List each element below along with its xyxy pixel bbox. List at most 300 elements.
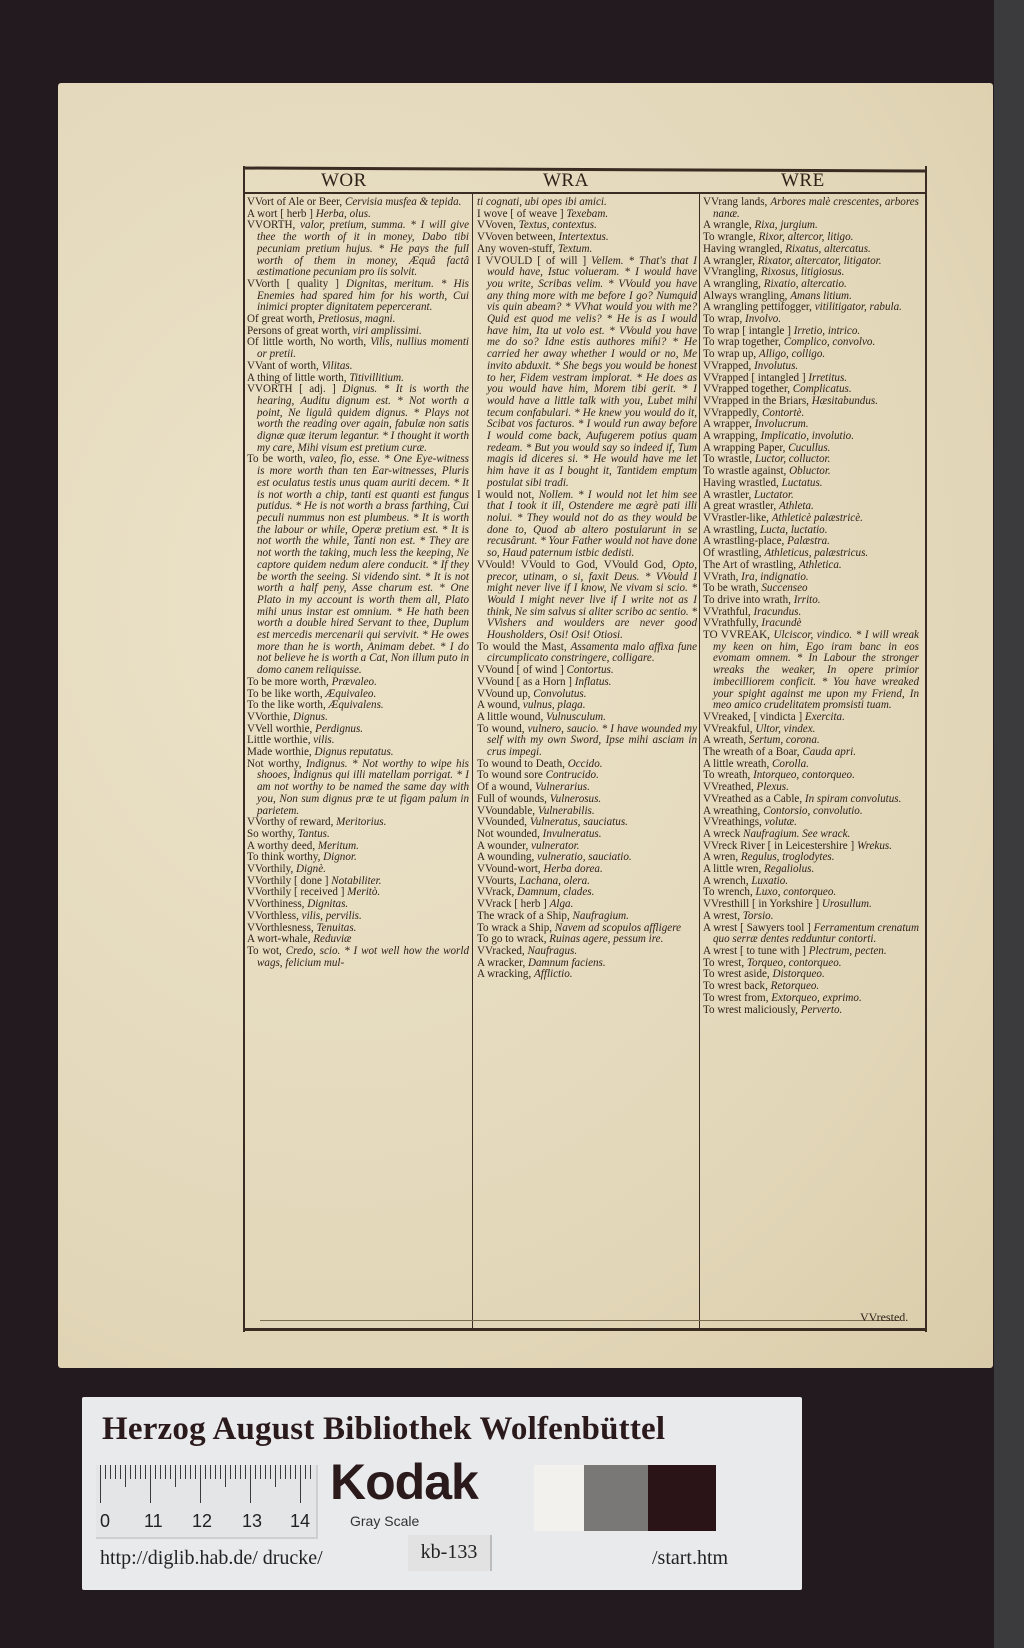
- entry-headword: A little wound,: [477, 710, 547, 723]
- entry-latin: Titivillitium.: [349, 371, 404, 384]
- entry-headword: VVracked,: [477, 945, 528, 957]
- entry-latin: Regulus, troglodytes.: [740, 851, 835, 864]
- entry-headword: To wrest maliciously,: [703, 1003, 801, 1016]
- entry-latin: Indignus. * Not worthy to wipe his shooes, Indignus qui illi matellam porrigat. * I am not worthy to be named the same day with you, Non sum dignus præ te ut figam palum in parietem.: [257, 757, 469, 817]
- entry-latin: Credo, scio. * I wot well how the world wags, felicium mul-: [257, 945, 469, 969]
- entry-headword: To wrest from,: [703, 991, 772, 1004]
- entry-latin: valor, pretium, summa. * I will give thee the worth of it in money, Dabo tibi pecuniam pretium hujus. * He pays the full worth of them in money, Æquâ factâ æstimatione pecuniam pro iis solvit.: [257, 219, 469, 279]
- ruler-tick: [190, 1465, 191, 1479]
- entry-latin: Meritò.: [347, 886, 381, 899]
- entry-latin: Iracundè: [761, 617, 802, 630]
- entry-latin: Contorsio, convolutio.: [763, 804, 863, 817]
- dictionary-entry: [477, 490, 697, 560]
- ruler-number: 11: [144, 1511, 163, 1531]
- entry-latin: Sertum, corona.: [748, 734, 820, 747]
- entry-headword: Little worthie,: [247, 734, 314, 747]
- ruler-tick: [105, 1465, 106, 1479]
- entry-latin: Athleticus, palæstricus.: [764, 547, 869, 560]
- entry-latin: Complicatus.: [792, 383, 852, 396]
- entry-headword: A wracker,: [477, 956, 528, 969]
- entry-latin: Succenseo: [761, 582, 808, 595]
- entry-latin: Herba, olus.: [315, 207, 371, 220]
- entry-latin: Convolutus.: [533, 687, 587, 700]
- dictionary-entry: [477, 256, 697, 490]
- entry-latin: Exercita.: [804, 710, 845, 723]
- ruler-tick: [255, 1465, 256, 1479]
- ruler-number: 13: [242, 1511, 263, 1531]
- entry-headword: VVort of Ale or Beer,: [247, 197, 345, 208]
- ruler-tick: [155, 1465, 156, 1479]
- entry-headword: To wound,: [477, 722, 528, 735]
- ruler-tick: [110, 1465, 111, 1479]
- entry-latin: Naufragus.: [527, 945, 578, 957]
- header-center: WRA: [543, 170, 589, 191]
- entry-latin: Herba dorea.: [543, 863, 603, 876]
- entry-headword: VVrapped,: [703, 359, 755, 372]
- entry-headword: A wreck: [703, 827, 744, 840]
- entry-latin: vulnus, plaga.: [522, 699, 586, 712]
- entry-latin: Luxo, contorqueo.: [755, 886, 837, 899]
- entry-latin: Naufragium. See wrack.: [743, 827, 851, 840]
- entry-headword: A wreath,: [703, 734, 749, 747]
- entry-headword: A wrangling pettifogger,: [703, 301, 815, 314]
- gray-patch-white: [534, 1465, 584, 1531]
- header-left: WOR: [321, 170, 367, 191]
- entry-headword: VVorthy of reward,: [247, 816, 337, 829]
- entry-latin: Wrekus.: [856, 839, 892, 852]
- ruler-tick: [175, 1465, 176, 1487]
- entry-latin: Rixatus, altercatus.: [785, 242, 871, 255]
- entry-headword: VVoven,: [477, 219, 519, 232]
- ruler-tick: [140, 1465, 141, 1479]
- entry-latin: Luctatus.: [781, 476, 823, 489]
- header-right: WRE: [781, 170, 825, 191]
- dictionary-entry: [703, 197, 919, 220]
- entry-latin: Dignus.: [293, 710, 328, 723]
- entry-latin: Dignitas.: [307, 898, 349, 911]
- entry-latin: Ruinas agere, pessum ire.: [549, 933, 664, 946]
- entry-headword: VVound-wort,: [477, 863, 544, 876]
- entry-headword: A wrest [ to tune with ]: [703, 945, 809, 957]
- entry-headword: To wrangle,: [703, 231, 759, 244]
- entry-headword: A wrench,: [703, 874, 752, 887]
- entry-headword: VVound [ of wind ]: [477, 664, 567, 677]
- entry-headword: VVorthily,: [247, 863, 296, 876]
- entry-latin: Reduviæ: [313, 933, 352, 946]
- entry-headword: A wren,: [703, 851, 741, 864]
- ruler-tick: [200, 1465, 201, 1503]
- entry-headword: A wracking,: [477, 968, 534, 981]
- ruler-tick: [160, 1465, 161, 1479]
- entry-headword: A wrest [ Sawyers tool ]: [703, 921, 814, 934]
- dictionary-entry: [247, 279, 469, 314]
- entry-latin: Navem ad scopulos affligere: [554, 921, 682, 934]
- entry-headword: A wort-whale,: [247, 933, 314, 946]
- entry-headword: A wrapping,: [703, 430, 761, 443]
- dictionary-entry: [247, 946, 469, 969]
- entry-latin: Implicatio, involutio.: [760, 430, 854, 443]
- entry-headword: To the like worth,: [247, 699, 329, 712]
- entry-latin: Athletica.: [798, 558, 842, 571]
- entry-latin: valeo, fio, esse. * One Eye-witness is more worth than ten Ear-witnesses, Pluris est oculatus testis unus quam auriti decem. * It is not worth a chip, tanti est quanti est fungus putidus. * He is not worth a brass farthing, Cui peculi nummus non est plumbeus. * It is worth the labour or while, Operæ pretium est. * It is not worth the while, Tanti non est. * They are not worth the taking, much less the keeping, Ne captore quidem nedum alere conducit. * If they be worth the seeing. Si videndo sint. * It is not worth a half peny, Asse charum est. * One Plato in my account is worth them all, Plato mihi unus instar est omnium. * He hath been worth a double hired Servant to thee, Duplum est mercedis mercenarii qui servivit. * He owes more than he is worth, Animam debet. * I do not believe he is worth a Cat, Non illum puto in domo canem reliquisse.: [257, 453, 469, 677]
- ruler-tick: [235, 1465, 236, 1479]
- ruler-tick: [150, 1465, 151, 1503]
- entry-latin: Cauda apri.: [802, 746, 856, 759]
- dictionary-entry: [477, 560, 697, 642]
- entry-latin: Lucta, luctatio.: [760, 523, 828, 536]
- entry-headword: VVreakful,: [703, 722, 756, 735]
- entry-headword: VVant of worth,: [247, 359, 322, 372]
- ruler-tick: [265, 1465, 266, 1479]
- entry-latin: Retorqueo.: [770, 980, 820, 993]
- entry-latin: Opto, precor, utinam, o si, faxit Deus. * VVould I might never live if I know, Ne vivam si scio. * Would I might never live if I write not as I think, Ne sim salvus si aliter scribo ac sentio. * VVishers and woulders are never good Housholders, Osi! Osi! Otiosi.: [487, 558, 697, 642]
- entry-headword: Of little worth, No worth,: [247, 336, 371, 349]
- entry-latin: Contortè.: [762, 406, 805, 419]
- entry-latin: Rixatio, altercatio.: [763, 277, 847, 290]
- entry-latin: vulnero, saucio. * I have wounded my self with my own Sword, Ipse mihi asciam in crus impegi.: [487, 722, 697, 759]
- entry-latin: Nollem. * I would not let him see that I took it ill, Ostendere me ægrè pati illi nolui. * They would not do as they would be done to, Quod ab altero postularunt in se recusârunt. * Your Father would not have done so, Haud paternum istbic dedisti.: [487, 488, 697, 560]
- entry-latin: Vulnerarius.: [534, 781, 590, 794]
- ruler-tick: [295, 1465, 296, 1479]
- entry-latin: Torsio.: [742, 909, 774, 922]
- entry-latin: Athleta.: [778, 500, 814, 513]
- entry-headword: VVell worthie,: [247, 722, 316, 735]
- dictionary-entry: [703, 923, 919, 946]
- entry-latin: Plectrum, pecten.: [808, 945, 887, 957]
- entry-latin: Assamenta malo affixa fune circumplicato constringere, colligare.: [487, 640, 697, 665]
- entry-latin: Plexus.: [756, 781, 789, 794]
- entry-latin: Luctator.: [754, 488, 794, 501]
- entry-headword: VVrack,: [477, 886, 517, 899]
- entry-latin: Arbores malè crescentes, arbores nanæ.: [713, 197, 919, 220]
- entry-headword: A wrapper,: [703, 418, 755, 431]
- entry-headword: A wrastling-place,: [703, 535, 788, 548]
- ruler-number: 0: [100, 1511, 111, 1531]
- gray-patch-mid: [584, 1465, 648, 1531]
- ruler-tick: [170, 1465, 171, 1479]
- entry-latin: Iracundus.: [753, 605, 802, 618]
- entry-latin: Contortus.: [566, 664, 614, 677]
- entry-latin: Extorqueo, exprimo.: [771, 991, 862, 1004]
- entry-headword: VVORTH,: [247, 219, 301, 232]
- bottom-rule: [243, 1328, 925, 1331]
- entry-headword: To wrench,: [703, 886, 756, 899]
- background-edge: [994, 0, 1024, 1648]
- entry-latin: Involutus.: [754, 359, 799, 372]
- entry-latin: Palæstra.: [787, 535, 830, 548]
- entry-latin: Vulnusculum.: [546, 710, 606, 723]
- entry-latin: Corolla.: [772, 757, 809, 770]
- entry-latin: Dignus. * It is worth the hearing, Auditu dignum est. * Not worth a point, Ne ligulâ quidem dignus. * Plays not worth the reading over again, fabulæ non satis dignæ quæ iterum legantur. * I thought it worth my care, Mihi visum est pretium curæ.: [257, 383, 469, 454]
- entry-headword: To wrastle,: [703, 453, 755, 466]
- entry-latin: Tenuitas.: [316, 921, 357, 934]
- entry-latin: Irrito.: [793, 593, 821, 606]
- entry-latin: Cucullus.: [788, 441, 831, 454]
- entry-latin: Rixosus, litigiosus.: [760, 266, 845, 279]
- entry-latin: Rixator, altercator, litigator.: [757, 254, 882, 267]
- entry-headword: VVreathed as a Cable,: [703, 792, 805, 805]
- entry-headword: VVreck River [ in Leicestershire ]: [703, 839, 857, 852]
- entry-latin: Torqueo, contorqueo.: [746, 956, 842, 969]
- entry-latin: Obluctor.: [789, 465, 831, 478]
- entry-headword: A wrastling,: [703, 523, 761, 536]
- entry-headword: A little wren,: [703, 863, 765, 876]
- entry-latin: Cervisia musfea & tepida.: [344, 197, 462, 208]
- entry-latin: In spiram convolutus.: [804, 792, 902, 805]
- entry-latin: Texebam.: [566, 207, 609, 220]
- dictionary-entry: [477, 969, 697, 981]
- entry-latin: Vilitas.: [321, 359, 353, 372]
- entry-headword: VVreathed,: [703, 781, 757, 794]
- entry-latin: Complico, convolvo.: [783, 336, 876, 349]
- entry-headword: VVresthill [ in Yorkshire ]: [703, 898, 822, 911]
- entry-latin: Dignus reputatus.: [314, 746, 394, 759]
- entry-headword: VVrathfully,: [703, 617, 762, 630]
- entry-headword: To wrest,: [703, 956, 747, 969]
- entry-latin: Meritorius.: [336, 816, 387, 829]
- entry-latin: Irretitus.: [808, 371, 848, 384]
- entry-headword: VVrastler-like,: [703, 511, 772, 524]
- entry-headword: VVreaked, [ vindicta ]: [703, 710, 805, 723]
- entry-latin: Vulnerabilis.: [537, 804, 595, 817]
- entry-headword: A wort [ herb ]: [247, 207, 316, 220]
- entry-headword: A wound,: [477, 699, 523, 712]
- library-card: [82, 1397, 802, 1590]
- entry-headword: To wreath,: [703, 769, 754, 782]
- entry-latin: Tantus.: [297, 827, 330, 840]
- entry-headword: To go to wrack,: [477, 933, 550, 946]
- entry-headword: VVORTH [ adj. ]: [247, 383, 343, 396]
- entry-headword: To wrap up,: [703, 348, 759, 361]
- entry-latin: Æquivaleo.: [325, 687, 377, 700]
- entry-headword: Having wrangled,: [703, 242, 786, 255]
- entry-latin: Ultor, vindex.: [755, 722, 816, 735]
- gray-scale-label: Gray Scale: [350, 1513, 420, 1529]
- entry-headword: A worthy deed,: [247, 839, 318, 852]
- entry-headword: VVound up,: [477, 687, 534, 700]
- entry-headword: A wrest,: [703, 909, 743, 922]
- entry-latin: Prævaleo.: [331, 675, 377, 688]
- entry-headword: A wrangler,: [703, 254, 758, 267]
- ruler-tick: [220, 1465, 221, 1479]
- entry-latin: Regaliolus.: [764, 863, 815, 876]
- catchword: VVrested.: [860, 1310, 909, 1324]
- entry-headword: To wrastle against,: [703, 465, 790, 478]
- entry-headword: Of a wound,: [477, 781, 535, 794]
- entry-latin: Vellem. * That's that I would have, Istuc volueram. * I would have you write, Scribas velim. * VVould you have any thing more with me before I go? Numquid vis quin abeam? * VVhat would you with me? Quid est quod me velis? * He is as I would have him, Ita ut volo est. * VVould you have me do so? Idne estis authores mihi? * He carried her away whether I would or no, Me invito abduxit. * She begs you would be honest to her, Fidem vestram implorat. * He does as you would have him, Morem tibi gerit. * I would have a little talk with you, Lubet mihi tecum confabulari. * He knew you would do it, Scibat vos facturos. * I would run away before I would come back, Aufugerem potius quam redeam. * But you would say so indeed if, Tum magis id diceres si. * He would have me let him have it as I bought it, Tantidem emptum postulat sibi tradi.: [487, 254, 697, 489]
- ruler-tick: [280, 1465, 281, 1479]
- entry-headword: VVorthiness,: [247, 898, 308, 911]
- entry-headword: To be more worth,: [247, 675, 332, 688]
- entry-headword: VVound [ as a Horn ]: [477, 675, 575, 688]
- entry-latin: Perverto.: [800, 1003, 843, 1016]
- entry-headword: A wrangle,: [703, 219, 755, 232]
- ruler-tick: [305, 1465, 306, 1479]
- entry-latin: Ferramentum crenatum quo serræ dentes redduntur contorti.: [713, 921, 919, 946]
- ruler-tick: [215, 1465, 216, 1479]
- entry-headword: A thing of little worth,: [247, 371, 350, 384]
- entry-latin: Luxatio.: [751, 874, 789, 887]
- entry-headword: VVreathings,: [703, 816, 765, 829]
- entry-latin: Amans litium.: [790, 289, 852, 302]
- dictionary-entry: [247, 759, 469, 818]
- ruler-tick: [195, 1465, 196, 1479]
- entry-latin: Damnum, clades.: [517, 886, 595, 899]
- entry-latin: Involvo.: [745, 313, 782, 326]
- ruler-number: 14: [290, 1511, 311, 1531]
- ruler-number: 12: [192, 1511, 213, 1531]
- dictionary-entry: [477, 642, 697, 665]
- entry-headword: Persons of great worth,: [247, 324, 353, 337]
- ruler-tick: [290, 1465, 291, 1479]
- entry-headword: VVorthless,: [247, 909, 302, 922]
- entry-headword: The Art of wrastling,: [703, 558, 799, 571]
- entry-latin: Intertextus.: [558, 231, 609, 244]
- bottom-thin-rule: [260, 1320, 900, 1321]
- entry-headword: Of wrastling,: [703, 547, 765, 560]
- dictionary-entry: [247, 337, 469, 360]
- entry-headword: To be worth,: [247, 453, 310, 466]
- ruler-ticks: [100, 1465, 312, 1505]
- ruler-tick: [300, 1465, 301, 1503]
- entry-headword: A great wrastler,: [703, 500, 779, 513]
- entry-headword: Of great worth,: [247, 313, 318, 326]
- entry-latin: Irretio, intrico.: [793, 324, 861, 337]
- entry-headword: VVrath,: [703, 570, 742, 583]
- entry-headword: To be wrath,: [703, 582, 762, 595]
- entry-headword: VVrangling,: [703, 266, 761, 279]
- entry-headword: VVoven between,: [477, 231, 559, 244]
- entry-latin: Invulneratus.: [542, 827, 602, 840]
- entry-latin: Athleticè palæstricè.: [771, 511, 863, 524]
- ruler-tick: [205, 1465, 206, 1479]
- entry-latin: Contrucido.: [545, 769, 599, 782]
- entry-headword: VVounded,: [477, 816, 530, 829]
- scale-ruler: [96, 1465, 318, 1539]
- ruler-tick: [145, 1465, 146, 1479]
- ruler-tick: [210, 1465, 211, 1479]
- column-wor: [247, 197, 469, 1322]
- entry-headword: VVorthily [ done ]: [247, 874, 332, 887]
- entry-headword: Full of wounds,: [477, 792, 550, 805]
- dictionary-entry: [703, 630, 919, 712]
- entry-latin: Lachana, olera.: [519, 874, 590, 887]
- entry-headword: VVorth [ quality ]: [247, 277, 347, 290]
- entry-headword: To wrap [ intangle ]: [703, 324, 794, 337]
- column-divider-1: [472, 194, 473, 1329]
- ruler-tick: [260, 1465, 261, 1479]
- ruler-tick: [310, 1465, 311, 1479]
- entry-headword: A wounding,: [477, 851, 538, 864]
- entry-latin: vulnerator.: [531, 839, 580, 852]
- entry-latin: Alga.: [549, 898, 574, 911]
- entry-latin: Inflatus.: [574, 675, 612, 688]
- entry-headword: VVorthily [ received ]: [247, 886, 348, 899]
- url-suffix: /start.htm: [652, 1547, 729, 1569]
- ruler-tick: [120, 1465, 121, 1479]
- entry-headword: To wound to Death,: [477, 757, 568, 770]
- column-wra: [477, 197, 697, 1322]
- entry-headword: A wounder,: [477, 839, 532, 852]
- entry-headword: VVorthie,: [247, 710, 294, 723]
- ruler-tick: [275, 1465, 276, 1487]
- dictionary-entry: [477, 724, 697, 759]
- entry-latin: Involucrum.: [754, 418, 809, 431]
- entry-latin: Rixa, jurgium.: [754, 219, 818, 232]
- entry-latin: Textum.: [557, 242, 593, 255]
- column-divider-2: [699, 194, 700, 1329]
- entry-headword: Not wounded,: [477, 827, 543, 840]
- entry-headword: Any woven-stuff,: [477, 242, 558, 255]
- entry-headword: I would not,: [477, 488, 539, 501]
- shelfmark-code: kb-133: [408, 1535, 492, 1571]
- entry-latin: Notabiliter.: [331, 874, 382, 887]
- ruler-tick: [180, 1465, 181, 1479]
- entry-latin: Ira, indignatio.: [741, 570, 809, 583]
- dictionary-entry: [247, 384, 469, 454]
- entry-latin: volutæ.: [764, 816, 797, 829]
- entry-latin: Afflictio.: [534, 968, 573, 981]
- entry-latin: Æquivalens.: [328, 699, 384, 712]
- entry-headword: A little wreath,: [703, 757, 773, 770]
- ruler-tick: [100, 1465, 101, 1503]
- entry-headword: VVrapped in the Briars,: [703, 394, 812, 407]
- entry-headword: The wrack of a Ship,: [477, 909, 573, 922]
- ruler-tick: [230, 1465, 231, 1479]
- entry-headword: VVoundable,: [477, 804, 538, 817]
- dictionary-entry: [703, 1005, 919, 1017]
- entry-headword: So worthy,: [247, 827, 298, 840]
- entry-latin: Ulciscor, vindico. * I will wreak my keen on him, Ego iram banc in eos evomam omnem. * In Labour the stronger wreaks the weaker, In opere primior imbecilliorem conficit. * You have wreaked your spight against me upon my Friend, In meo amico crudelitatem promsisti tuam.: [713, 629, 919, 712]
- entry-latin: Hæsitabundus.: [811, 394, 878, 407]
- entry-latin: Meritum.: [317, 839, 359, 852]
- entry-headword: VVrapped [ intangled ]: [703, 371, 809, 384]
- entry-headword: To wound sore: [477, 769, 546, 782]
- column-wre: [703, 197, 919, 1322]
- entry-latin: ti cognati, ubi opes ibi amici.: [477, 197, 607, 208]
- entry-latin: Vulneratus, sauciatus.: [529, 816, 628, 829]
- entry-headword: A wrapping Paper,: [703, 441, 789, 454]
- entry-headword: Having wrastled,: [703, 476, 782, 489]
- entry-headword: A wrangling,: [703, 277, 764, 290]
- dictionary-entry: [247, 220, 469, 279]
- entry-latin: vilis.: [313, 734, 335, 747]
- entry-headword: Made worthie,: [247, 746, 315, 759]
- entry-latin: Distorqueo.: [772, 968, 825, 981]
- entry-latin: Occido.: [567, 757, 603, 770]
- entry-latin: vulneratio, sauciatio.: [537, 851, 632, 864]
- ruler-tick: [165, 1465, 166, 1479]
- entry-headword: To wrest back,: [703, 980, 771, 993]
- entry-headword: Always wrangling,: [703, 289, 791, 302]
- entry-headword: I wove [ of weave ]: [477, 207, 567, 220]
- entry-headword: I VVOULD [ of will ]: [477, 254, 592, 267]
- library-name: Herzog August Bibliothek Wolfenbüttel: [102, 1411, 666, 1447]
- entry-headword: A wrastler,: [703, 488, 755, 501]
- entry-latin: vitilitigator, rabula.: [814, 301, 902, 314]
- ruler-tick: [185, 1465, 186, 1479]
- entry-headword: VVourts,: [477, 874, 520, 887]
- ruler-tick: [125, 1465, 126, 1487]
- entry-latin: viri amplissimi.: [352, 324, 422, 337]
- ruler-tick: [135, 1465, 136, 1479]
- entry-latin: Damnum faciens.: [528, 956, 606, 969]
- entry-latin: Alligo, colligo.: [758, 348, 826, 361]
- entry-headword: To wrap,: [703, 313, 746, 326]
- entry-latin: Vulnerosus.: [549, 792, 602, 805]
- entry-headword: To wrap together,: [703, 336, 784, 349]
- gray-patch-dark: [648, 1465, 716, 1531]
